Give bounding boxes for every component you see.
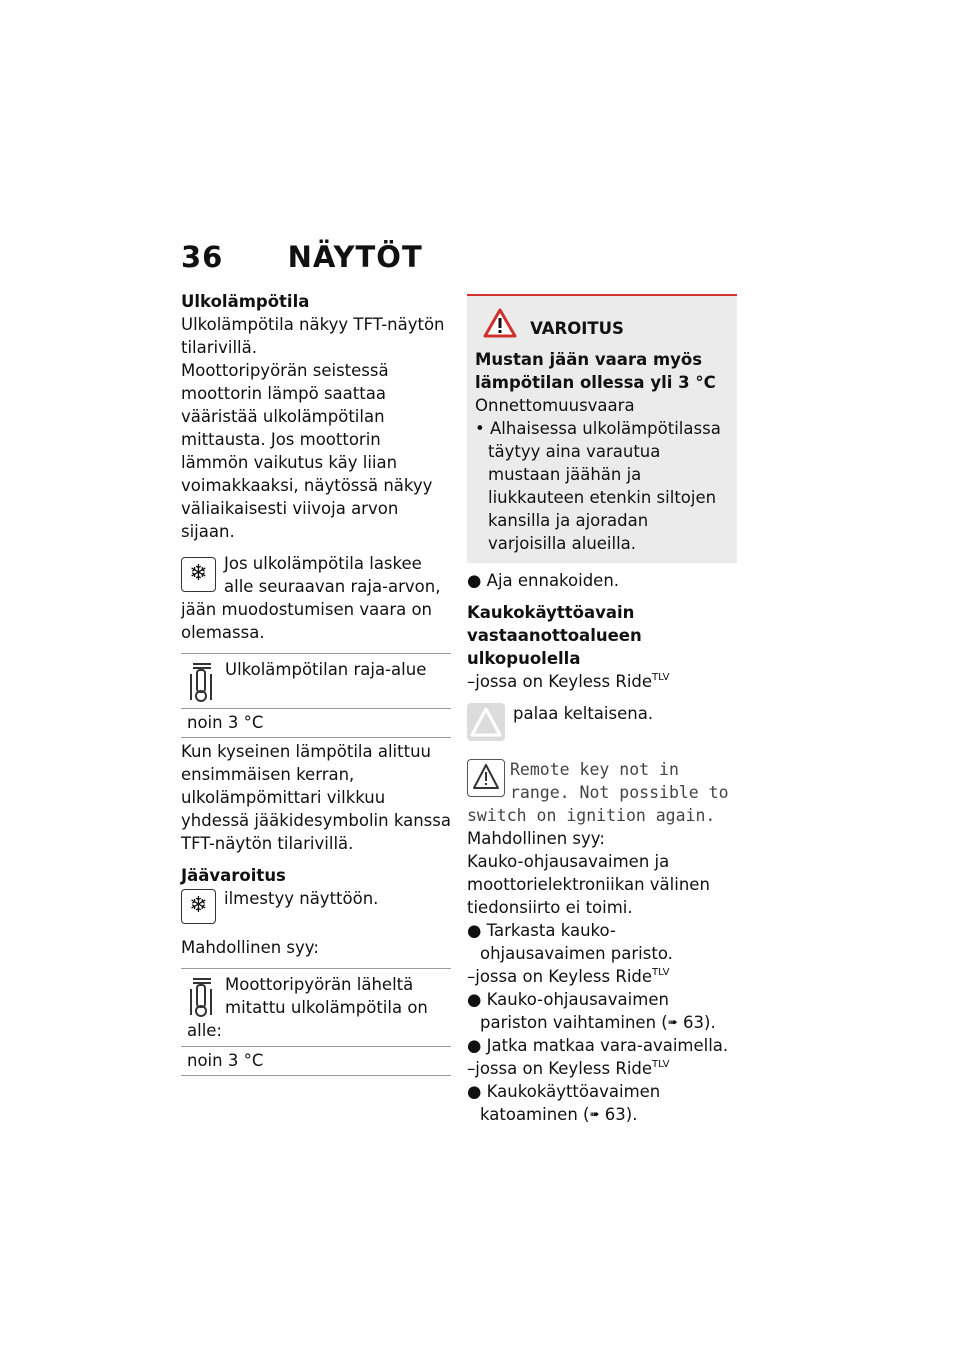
limit-table-header: [181, 654, 451, 708]
measured-table-label: Moottoripyörän läheltä mitattu ulkolämpötila on alle:: [187, 975, 428, 1040]
limit-table-label: Ulkolämpötilan raja-alue: [225, 660, 427, 679]
tft-message: [467, 758, 737, 827]
keyless-label: –jossa on Keyless Ride$^{TLV}$: [467, 672, 670, 691]
keyless-label: –jossa on Keyless Ride$^{TLV}$: [467, 1059, 670, 1078]
thermometer-icon: [187, 975, 225, 1019]
possible-cause-label: Mahdollinen syy:: [181, 938, 319, 957]
frost-note: [181, 552, 451, 644]
measured-table: [181, 968, 451, 1076]
lost-key-bullet: ● Kaukokäyttöavaimen katoaminen (➠ 63).: [467, 1082, 661, 1124]
key-heading: Kaukokäyttöavain vastaanottoalueen ulkopuolella: [467, 603, 642, 668]
left-column: [181, 290, 451, 1076]
yellow-indicator-text: palaa keltaisena.: [513, 704, 654, 723]
replace-battery-bullet: ● Kauko-ohjausavaimen pariston vaihtaminen (➠ 63).: [467, 990, 716, 1032]
warning-label: VAROITUS: [530, 319, 624, 338]
warning-message-icon: [467, 759, 505, 797]
page-title: NÄYTÖT: [287, 240, 423, 274]
warning-header: [483, 308, 729, 342]
general-warning-icon: [467, 703, 505, 741]
page-header: [181, 240, 423, 274]
keyless-label: –jossa on Keyless Ride$^{TLV}$: [467, 967, 670, 986]
measured-table-value: noin 3 °C: [181, 1046, 451, 1075]
outside-temp-heading: Ulkolämpötila: [181, 292, 310, 311]
snowflake-icon: ❄: [181, 557, 216, 592]
limit-table-value: noin 3 °C: [181, 708, 451, 737]
possible-cause-label: Mahdollinen syy:: [467, 829, 605, 848]
warning-bullet: • Alhaisessa ulkolämpötilassa täytyy aina varautua mustaan jäähän ja liukkauteen etenkin siltojen kansilla ja ajoradan varjoisilla alueilla.: [475, 419, 721, 553]
page-reference-arrow-icon: ➠: [667, 1015, 678, 1029]
drive-bullet: ● Aja ennakoiden.: [467, 571, 620, 590]
outside-temp-paragraph-2: Moottoripyörän seistessä moottorin lämpö saattaa vääristää ulkolämpötilan mittausta. Jos moottorin lämmön vaikutus käy liian voimakkaaksi, näytössä näkyy väliaikaisesti viivoja arvon sijaan.: [181, 361, 433, 541]
first-time-paragraph: Kun kyseinen lämpötila alittuu ensimmäisen kerran, ulkolämpömittari vilkkuu yhdessä jääkidesymbolin kanssa TFT-näytön tilarivillä.: [181, 742, 451, 853]
measured-table-header: [181, 969, 451, 1046]
tft-message-text: Remote key not in range. Not possible to switch on ignition again.: [467, 760, 729, 825]
possible-cause-text: Kauko-ohjausavaimen ja moottorielektroniikan välinen tiedonsiirto ei toimi.: [467, 852, 710, 917]
warning-title: Mustan jään vaara myös lämpötilan ollessa yli 3 °C: [475, 350, 716, 392]
check-battery-bullet: ● Tarkasta kauko-ohjausavaimen paristo.: [467, 921, 673, 963]
ice-warning-heading: Jäävaroitus: [181, 866, 286, 885]
snowflake-icon: ❄: [181, 889, 216, 924]
warning-box: [467, 294, 737, 563]
limit-table: [181, 653, 451, 738]
right-column: [467, 294, 737, 1126]
warning-subtitle: Onnettomuusvaara: [475, 396, 635, 415]
yellow-indicator-line: [467, 702, 737, 743]
page-reference-arrow-icon: ➠: [589, 1107, 600, 1121]
spare-key-bullet: ● Jatka matkaa vara-avaimella.: [467, 1036, 729, 1055]
page-number: 36: [181, 240, 224, 274]
frost-note-text: Jos ulkolämpötila laskee alle seuraavan raja-arvon, jään muodostumisen vaara on olemassa.: [181, 554, 441, 642]
ice-warning-line: [181, 887, 451, 926]
outside-temp-paragraph-1: Ulkolämpötila näkyy TFT-näytön tilarivillä.: [181, 315, 445, 357]
ice-warning-text: ilmestyy näyttöön.: [224, 889, 379, 908]
warning-triangle-icon: [483, 308, 517, 350]
thermometer-icon: [187, 660, 225, 704]
